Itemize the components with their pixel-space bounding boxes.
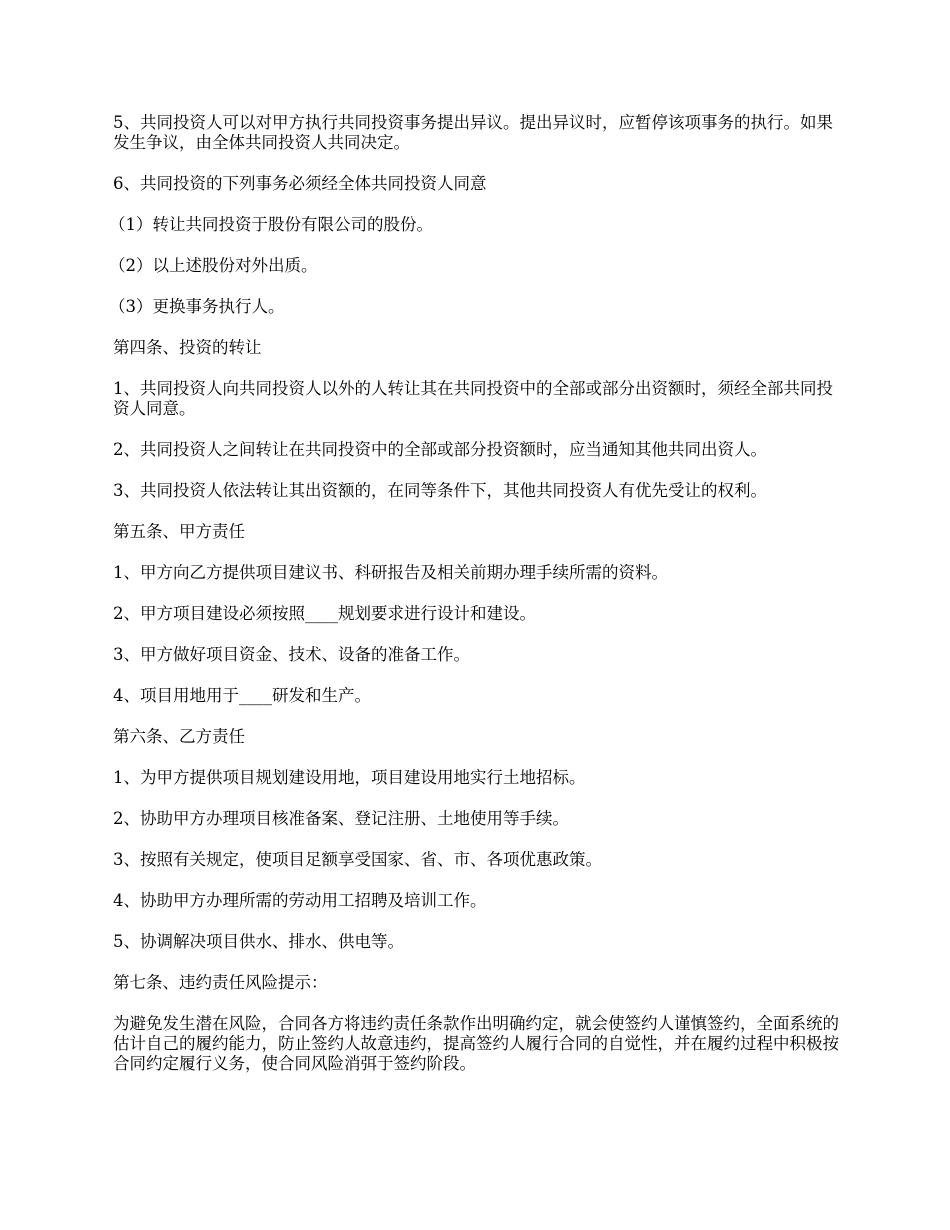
article-7-risk-note: 为避免发生潜在风险，合同各方将违约责任条款作出明确约定，就会使签约人谨慎签约，全面系统的估计自己的履约能力，防止签约人故意违约，提高签约人履行合同的自觉性，并在履约过程中积极按合同约定履行义务，使合同风险消弭于签约阶段。 (113, 1014, 839, 1073)
article-6-item-5: 5、协调解决项目供水、排水、供电等。 (113, 932, 404, 951)
clause-6-item-2: （2）以上述股份对外出质。 (109, 256, 318, 275)
article-5-item-4: 4、项目用地用于____研发和生产。 (113, 686, 371, 705)
article-5-item-3: 3、甲方做好项目资金、技术、设备的准备工作。 (113, 645, 470, 664)
article-4-item-3: 3、共同投资人依法转让其出资额的，在同等条件下，其他共同投资人有优先受让的权利。 (113, 481, 767, 500)
article-6-item-2: 2、协助甲方办理项目核准备案、登记注册、土地使用等手续。 (113, 809, 569, 828)
clause-6-unanimous-matters: 6、共同投资的下列事务必须经全体共同投资人同意 (113, 174, 487, 193)
article-4-item-1: 1、共同投资人向共同投资人以外的人转让其在共同投资中的全部或部分出资额时，须经全部共同投资人同意。 (113, 379, 833, 418)
clause-6-item-1: （1）转让共同投资于股份有限公司的股份。 (109, 215, 433, 234)
article-7-heading: 第七条、违约责任风险提示： (113, 973, 328, 992)
article-6-item-3: 3、按照有关规定，使项目足额享受国家、省、市、各项优惠政策。 (113, 850, 602, 869)
document-body (109, 113, 843, 1095)
article-5-heading: 第五条、甲方责任 (113, 522, 245, 541)
article-4-heading: 第四条、投资的转让 (113, 338, 262, 357)
clause-5-objection: 5、共同投资人可以对甲方执行共同投资事务提出异议。提出异议时，应暂停该项事务的执行。如果发生争议，由全体共同投资人共同决定。 (113, 113, 833, 152)
article-6-heading: 第六条、乙方责任 (113, 727, 245, 746)
article-5-item-1: 1、甲方向乙方提供项目建议书、科研报告及相关前期办理手续所需的资料。 (113, 563, 668, 582)
article-6-item-4: 4、协助甲方办理所需的劳动用工招聘及培训工作。 (113, 891, 487, 910)
article-6-item-1: 1、为甲方提供项目规划建设用地，项目建设用地实行土地招标。 (113, 768, 586, 787)
article-4-item-2: 2、共同投资人之间转让在共同投资中的全部或部分投资额时，应当通知其他共同出资人。 (113, 440, 767, 459)
article-5-item-2: 2、甲方项目建设必须按照____规划要求进行设计和建设。 (113, 604, 536, 623)
clause-6-item-3: （3）更换事务执行人。 (109, 297, 285, 316)
